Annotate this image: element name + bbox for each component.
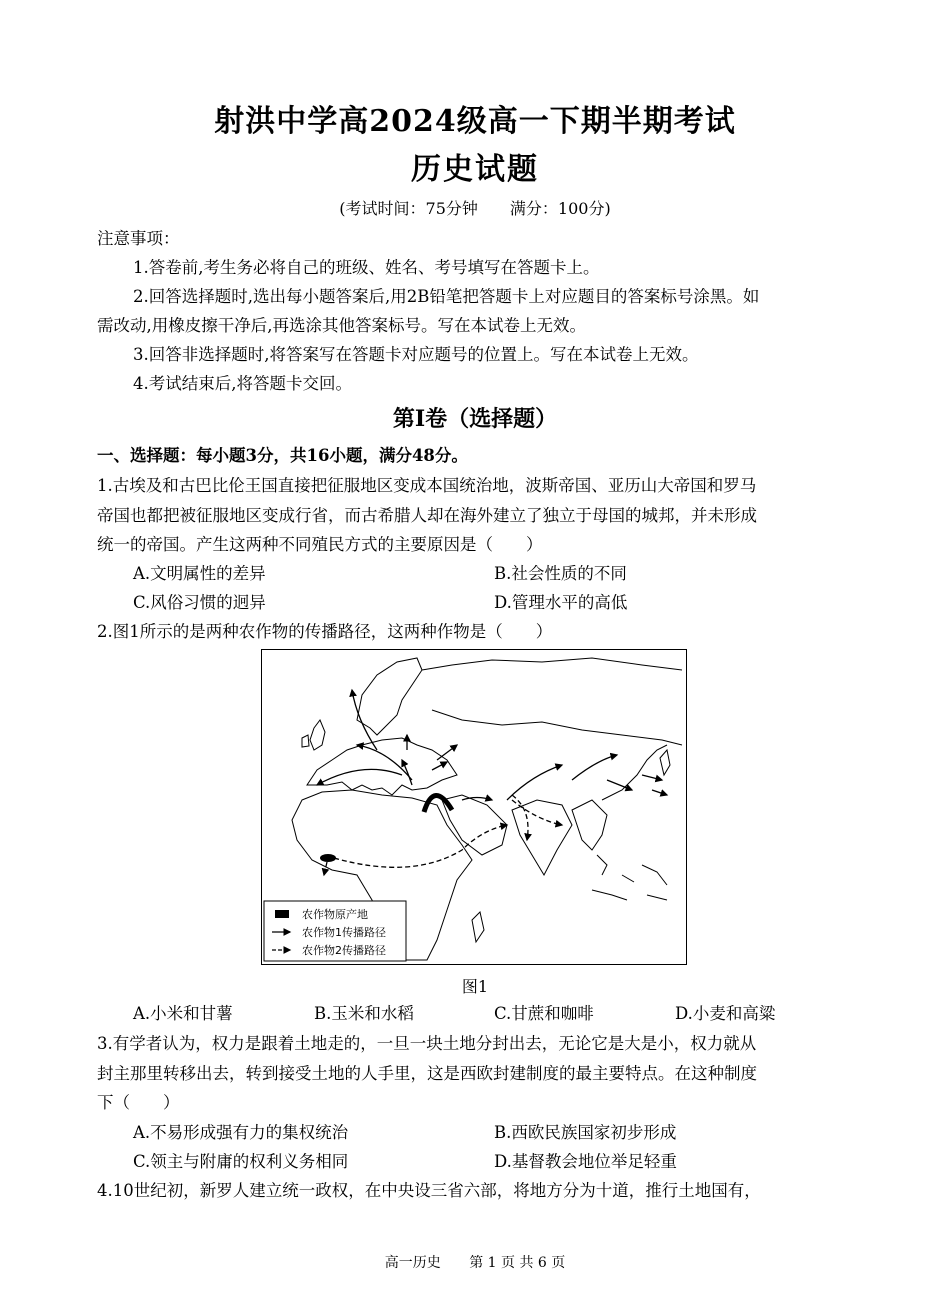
q3-option-a: A.不易形成强有力的集权统治 <box>133 1123 349 1142</box>
q1-option-a: A.文明属性的差异 <box>133 564 266 583</box>
page-footer <box>0 1252 950 1272</box>
q3-option-c: C.领主与附庸的权利义务相同 <box>133 1152 349 1171</box>
q2-option-d: D.小麦和高粱 <box>675 1004 776 1023</box>
exam-title: 射洪中学高2024级高一下期半期考试 <box>214 104 736 139</box>
legend-origin: 农作物原产地 <box>302 908 368 921</box>
notes-heading: 注意事项： <box>97 229 180 248</box>
note-item: 3.回答非选择题时,将答案写在答题卡对应题号的位置上。写在本试卷上无效。 <box>133 345 699 364</box>
crop1-routes <box>317 690 667 800</box>
q3-stem: 下（ ） <box>97 1093 180 1112</box>
q2-option-b: B.玉米和水稻 <box>314 1004 414 1023</box>
note-item: 4.考试结束后,将答题卡交回。 <box>133 374 352 393</box>
legend-crop1: 农作物1传播路径 <box>302 926 386 939</box>
crop-map-figure <box>261 649 687 965</box>
q2-stem: 2.图1所示的是两种农作物的传播路径，这两种作物是（ ） <box>97 622 553 641</box>
q3-stem: 3.有学者认为，权力是跟着土地走的，一旦一块土地分封出去，无论它是大是小，权力就从 <box>97 1034 757 1053</box>
q2-option-c: C.甘蔗和咖啡 <box>494 1004 594 1023</box>
q1-option-c: C.风俗习惯的迥异 <box>133 593 266 612</box>
footer-page-number: 第 1 页 共 6 页 <box>469 1255 566 1271</box>
crop-origin-mark <box>320 854 336 862</box>
section-instruction: 一、选择题：每小题3分，共16小题，满分48分。 <box>97 446 468 465</box>
q4-stem: 4.10世纪初，新罗人建立统一政权，在中央设三省六部，将地方分为十道，推行土地国有， <box>97 1181 761 1200</box>
q3-option-d: D.基督教会地位举足轻重 <box>494 1152 677 1171</box>
figure-caption: 图1 <box>461 977 489 996</box>
world-map <box>262 650 685 963</box>
q1-option-d: D.管理水平的高低 <box>494 593 628 612</box>
q2-option-a: A.小米和甘薯 <box>133 1004 233 1023</box>
note-item: 1.答卷前,考生务必将自己的班级、姓名、考号填写在答题卡上。 <box>133 258 600 277</box>
crop-origin-mark <box>424 795 452 812</box>
section-title: 第I卷（选择题） <box>392 406 558 432</box>
q1-stem: 帝国也都把被征服地区变成行省，而古希腊人却在海外建立了独立于母国的城邦，并未形成 <box>97 506 757 525</box>
q1-stem: 统一的帝国。产生这两种不同殖民方式的主要原因是（ ） <box>97 535 543 554</box>
map-legend <box>264 901 406 961</box>
crop2-routes <box>324 795 562 875</box>
q1-option-b: B.社会性质的不同 <box>494 564 627 583</box>
footer-subject: 高一历史 <box>384 1255 441 1271</box>
q3-option-b: B.西欧民族国家初步形成 <box>494 1123 677 1142</box>
q1-stem: 1.古埃及和古巴比伦王国直接把征服地区变成本国统治地，波斯帝国、亚历山大帝国和罗马 <box>97 476 757 495</box>
note-item: 2.回答选择题时,选出每小题答案后,用2B铅笔把答题卡上对应题目的答案标号涂黑。如 <box>133 287 760 306</box>
legend-crop2: 农作物2传播路径 <box>302 944 386 957</box>
q3-stem: 封主那里转移出去，转到接受土地的人手里，这是西欧封建制度的最主要特点。在这种制度 <box>97 1064 757 1083</box>
exam-subtitle: 历史试题 <box>411 152 539 187</box>
exam-meta: (考试时间：75分钟 满分：100分) <box>339 199 611 218</box>
note-item: 需改动,用橡皮擦干净后,再选涂其他答案标号。写在本试卷上无效。 <box>97 316 586 335</box>
